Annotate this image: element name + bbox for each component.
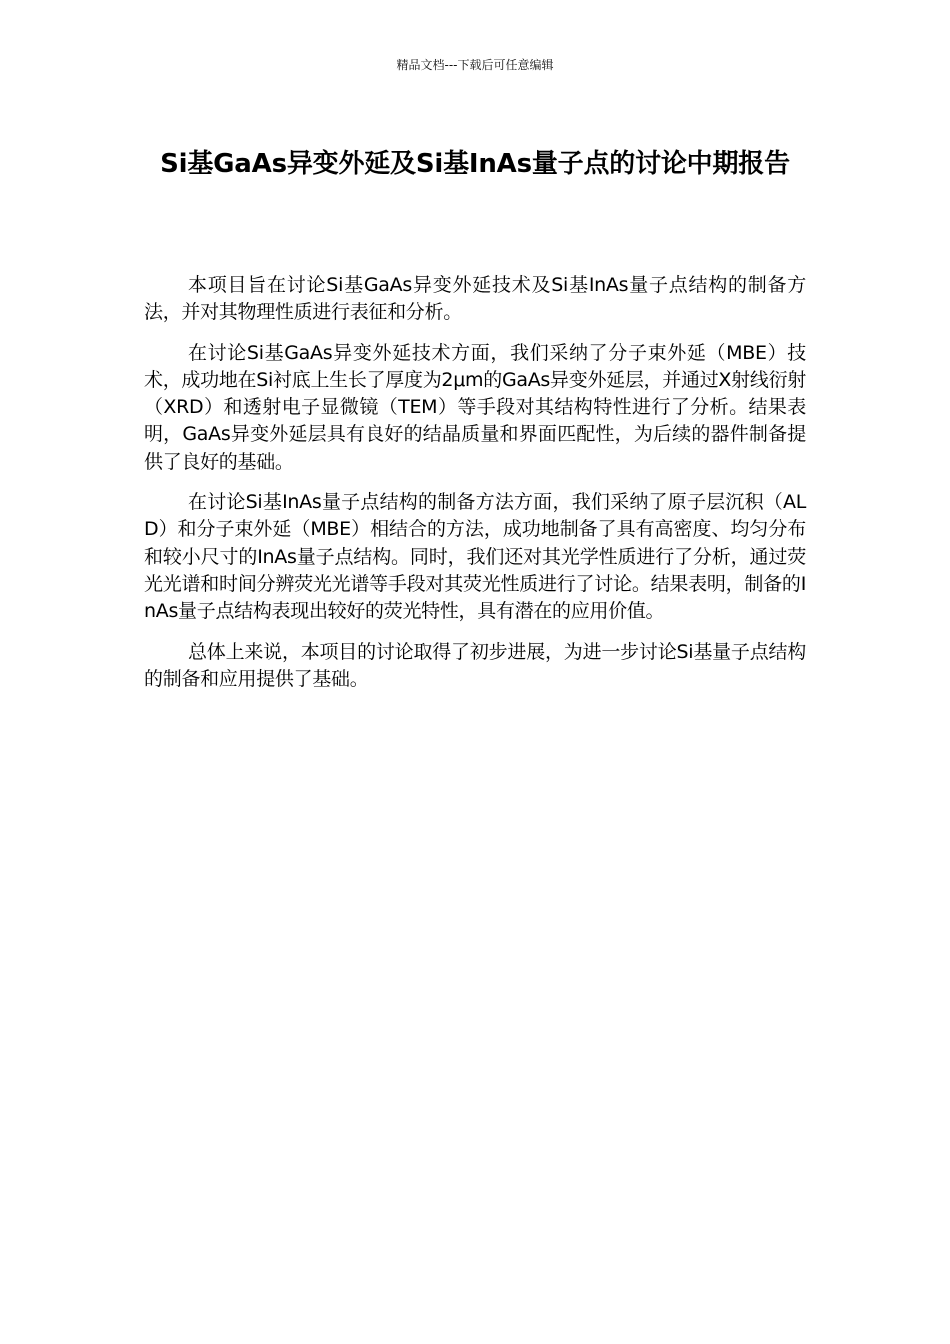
paragraph-gaas-epitaxy: 在讨论Si基GaAs异变外延技术方面，我们采纳了分子束外延（MBE）技术，成功地在Si衬底上生长了厚度为2μm的GaAs异变外延层，并通过X射线衍射（XRD）和透射电子显微镜（TEM）等手段对其结构特性进行了分析。结果表明，GaAs异变外延层具有良好的结晶质量和界面匹配性，为后续的器件制备提供了良好的基础。 bbox=[144, 341, 806, 473]
paragraph-summary: 总体上来说，本项目的讨论取得了初步进展，为进一步讨论Si基量子点结构的制备和应用提供了基础。 bbox=[144, 640, 806, 690]
paragraph-inas-quantum-dots: 在讨论Si基InAs量子点结构的制备方法方面，我们采纳了原子层沉积（ALD）和分子束外延（MBE）相结合的方法，成功地制备了具有高密度、均匀分布和较小尺寸的InAs量子点结构。同时，我们还对其光学性质进行了分析，通过荧光光谱和时间分辨荧光光谱等手段对其荧光性质进行了讨论。结果表明，制备的InAs量子点结构表现出较好的荧光特性，具有潜在的应用价值。 bbox=[144, 491, 806, 623]
header-note: 精品文档---下载后可任意编辑 bbox=[396, 58, 554, 72]
paragraph-intro: 本项目旨在讨论Si基GaAs异变外延技术及Si基InAs量子点结构的制备方法，并对其物理性质进行表征和分析。 bbox=[144, 274, 806, 324]
document-body bbox=[144, 272, 806, 706]
document-title: Si基GaAs异变外延及Si基InAs量子点的讨论中期报告 bbox=[160, 149, 790, 179]
